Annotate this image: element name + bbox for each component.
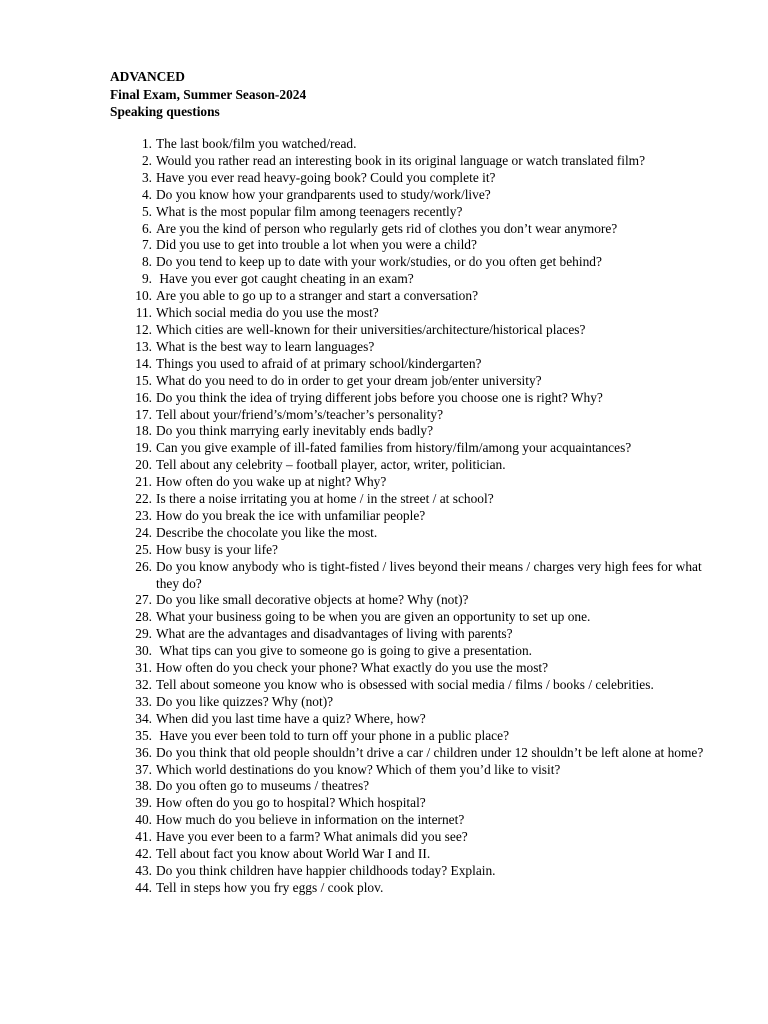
- question-item: [0, 221, 711, 238]
- question-number: 11.: [135, 305, 152, 321]
- question-item: [0, 762, 711, 779]
- question-text: Which social media do you use the most?: [156, 305, 379, 321]
- question-number: 32.: [135, 677, 152, 692]
- question-item: [0, 491, 711, 508]
- question-item: [0, 812, 711, 829]
- question-item: [0, 592, 711, 609]
- question-text: Have you ever been told to turn off your phone in a public place?: [156, 727, 510, 743]
- question-item: [0, 694, 711, 711]
- question-number: 42.: [135, 846, 152, 862]
- question-item: [0, 271, 711, 288]
- question-text: Do you know how your grandparents used to study/work/live?: [156, 186, 491, 202]
- question-text: Are you the kind of person who regularly gets rid of clothes you don’t wear anymore?: [156, 220, 618, 236]
- question-number: 12.: [135, 321, 152, 337]
- question-text: Do you like small decorative objects at home? Why (not)?: [156, 592, 469, 608]
- question-text: Tell about fact you know about World War I and II.: [156, 846, 431, 862]
- question-text: Do you think the idea of trying different jobs before you choose one is right? Why?: [156, 389, 603, 405]
- question-item: [0, 880, 711, 897]
- question-number: 44.: [135, 879, 152, 895]
- question-text: How often do you check your phone? What exactly do you use the most?: [156, 660, 549, 676]
- document-header: [110, 68, 306, 121]
- question-number: 41.: [135, 829, 152, 845]
- question-list: [0, 136, 768, 897]
- question-item: [0, 829, 711, 846]
- question-item: [0, 745, 711, 762]
- question-text: Do you know anybody who is tight-fisted / lives beyond their means / charges very high fees for what they do?: [156, 558, 702, 591]
- question-number: 9.: [141, 271, 152, 287]
- question-number: 17.: [135, 406, 152, 422]
- question-number: 35.: [135, 727, 152, 743]
- question-text: Which cities are well-known for their universities/architecture/historical places?: [156, 321, 586, 337]
- question-item: [0, 795, 711, 812]
- question-text: What your business going to be when you are given an opportunity to set up one.: [156, 609, 591, 625]
- question-number: 36.: [135, 744, 152, 760]
- question-item: [0, 542, 711, 559]
- question-item: [0, 136, 711, 153]
- question-item: [0, 508, 711, 525]
- question-number: 38.: [135, 778, 152, 794]
- question-item: [0, 204, 711, 221]
- question-text: When did you last time have a quiz? Where, how?: [156, 710, 426, 726]
- question-text: Would you rather read an interesting book in its original language or watch translated film?: [156, 152, 646, 168]
- question-item: [0, 356, 711, 373]
- question-number: 7.: [141, 237, 152, 253]
- question-text: What is the best way to learn languages?: [156, 338, 375, 354]
- question-item: [0, 153, 711, 170]
- question-text: Have you ever read heavy-going book? Could you complete it?: [156, 169, 496, 185]
- question-item: [0, 170, 711, 187]
- question-text: How often do you go to hospital? Which hospital?: [156, 795, 426, 811]
- question-text: Did you use to get into trouble a lot when you were a child?: [156, 237, 477, 253]
- question-number: 31.: [135, 660, 152, 676]
- question-item: [0, 187, 711, 204]
- question-number: 27.: [135, 592, 152, 608]
- question-item: [0, 373, 711, 390]
- question-text: How do you break the ice with unfamiliar people?: [156, 507, 426, 523]
- question-number: 2.: [141, 152, 152, 168]
- question-number: 20.: [135, 457, 152, 473]
- level-title: ADVANCED: [110, 69, 185, 84]
- question-text: Do you think children have happier childhoods today? Explain.: [156, 862, 496, 878]
- question-text: What are the advantages and disadvantages of living with parents?: [156, 626, 513, 642]
- question-number: 23.: [135, 507, 152, 523]
- question-text: How much do you believe in information on the internet?: [156, 812, 465, 828]
- question-item: [0, 288, 711, 305]
- question-text: Tell about any celebrity – football player, actor, writer, politician.: [156, 457, 506, 473]
- question-item: [0, 778, 711, 795]
- question-number: 4.: [141, 186, 152, 202]
- question-number: 21.: [135, 474, 152, 490]
- question-number: 39.: [135, 795, 152, 811]
- question-number: 18.: [135, 423, 152, 439]
- question-item: [0, 390, 711, 407]
- question-text: How busy is your life?: [156, 541, 278, 557]
- question-number: 33.: [135, 693, 152, 709]
- section-title: Speaking questions: [110, 104, 220, 119]
- question-number: 14.: [135, 355, 152, 371]
- question-number: 13.: [135, 338, 152, 354]
- question-item: [0, 254, 711, 271]
- question-number: 3.: [141, 169, 152, 185]
- question-text: Do you like quizzes? Why (not)?: [156, 693, 334, 709]
- question-text: Tell about someone you know who is obsessed with social media / films / books / celebrities.: [156, 677, 654, 692]
- question-number: 1.: [141, 136, 152, 151]
- question-item: [0, 423, 711, 440]
- question-item: [0, 407, 711, 424]
- question-item: [0, 440, 711, 457]
- question-text: Have you ever been to a farm? What animals did you see?: [156, 829, 468, 845]
- question-number: 8.: [141, 254, 152, 270]
- question-text: The last book/film you watched/read.: [156, 136, 357, 151]
- question-item: [0, 643, 711, 660]
- question-text: Do you tend to keep up to date with your work/studies, or do you often get behind?: [156, 254, 602, 270]
- question-number: 40.: [135, 812, 152, 828]
- question-item: [0, 626, 711, 643]
- question-text: Things you used to afraid of at primary school/kindergarten?: [156, 355, 482, 371]
- question-item: [0, 559, 711, 593]
- question-item: [0, 339, 711, 356]
- question-text: Tell in steps how you fry eggs / cook plov.: [156, 879, 384, 895]
- question-text: Do you think marrying early inevitably ends badly?: [156, 423, 434, 439]
- question-item: [0, 846, 711, 863]
- question-number: 22.: [135, 491, 152, 507]
- question-text: Have you ever got caught cheating in an exam?: [156, 271, 414, 287]
- question-item: [0, 457, 711, 474]
- question-text: How often do you wake up at night? Why?: [156, 474, 387, 490]
- question-number: 6.: [141, 220, 152, 236]
- question-text: What do you need to do in order to get your dream job/enter university?: [156, 372, 542, 388]
- question-number: 15.: [135, 372, 152, 388]
- question-item: [0, 711, 711, 728]
- question-item: [0, 525, 711, 542]
- question-item: [0, 660, 711, 677]
- question-number: 30.: [135, 643, 152, 659]
- question-number: 19.: [135, 440, 152, 456]
- question-item: [0, 609, 711, 626]
- question-item: [0, 863, 711, 880]
- question-number: 28.: [135, 609, 152, 625]
- question-number: 16.: [135, 389, 152, 405]
- question-text: Do you often go to museums / theatres?: [156, 778, 370, 794]
- question-number: 29.: [135, 626, 152, 642]
- question-number: 34.: [135, 710, 152, 726]
- question-text: Describe the chocolate you like the most.: [156, 524, 378, 540]
- question-text: Are you able to go up to a stranger and start a conversation?: [156, 288, 479, 304]
- question-text: Tell about your/friend’s/mom’s/teacher’s personality?: [156, 406, 444, 422]
- question-text: Do you think that old people shouldn’t drive a car / children under 12 shouldn’t be left alone at home?: [156, 744, 704, 760]
- question-item: [0, 237, 711, 254]
- question-text: Is there a noise irritating you at home / in the street / at school?: [156, 491, 494, 507]
- question-number: 37.: [135, 761, 152, 777]
- question-item: [0, 677, 711, 694]
- question-item: [0, 728, 711, 745]
- question-number: 43.: [135, 862, 152, 878]
- question-text: What tips can you give to someone go is going to give a presentation.: [156, 643, 532, 659]
- question-item: [0, 474, 711, 491]
- question-number: 10.: [135, 288, 152, 304]
- question-number: 25.: [135, 541, 152, 557]
- question-item: [0, 322, 711, 339]
- question-text: Which world destinations do you know? Which of them you’d like to visit?: [156, 761, 561, 777]
- question-number: 26.: [135, 558, 152, 574]
- question-number: 24.: [135, 524, 152, 540]
- question-item: [0, 305, 711, 322]
- question-text: What is the most popular film among teenagers recently?: [156, 203, 463, 219]
- question-text: Can you give example of ill-fated families from history/film/among your acquaintances?: [156, 440, 632, 456]
- question-number: 5.: [141, 203, 152, 219]
- exam-title: Final Exam, Summer Season-2024: [110, 86, 307, 102]
